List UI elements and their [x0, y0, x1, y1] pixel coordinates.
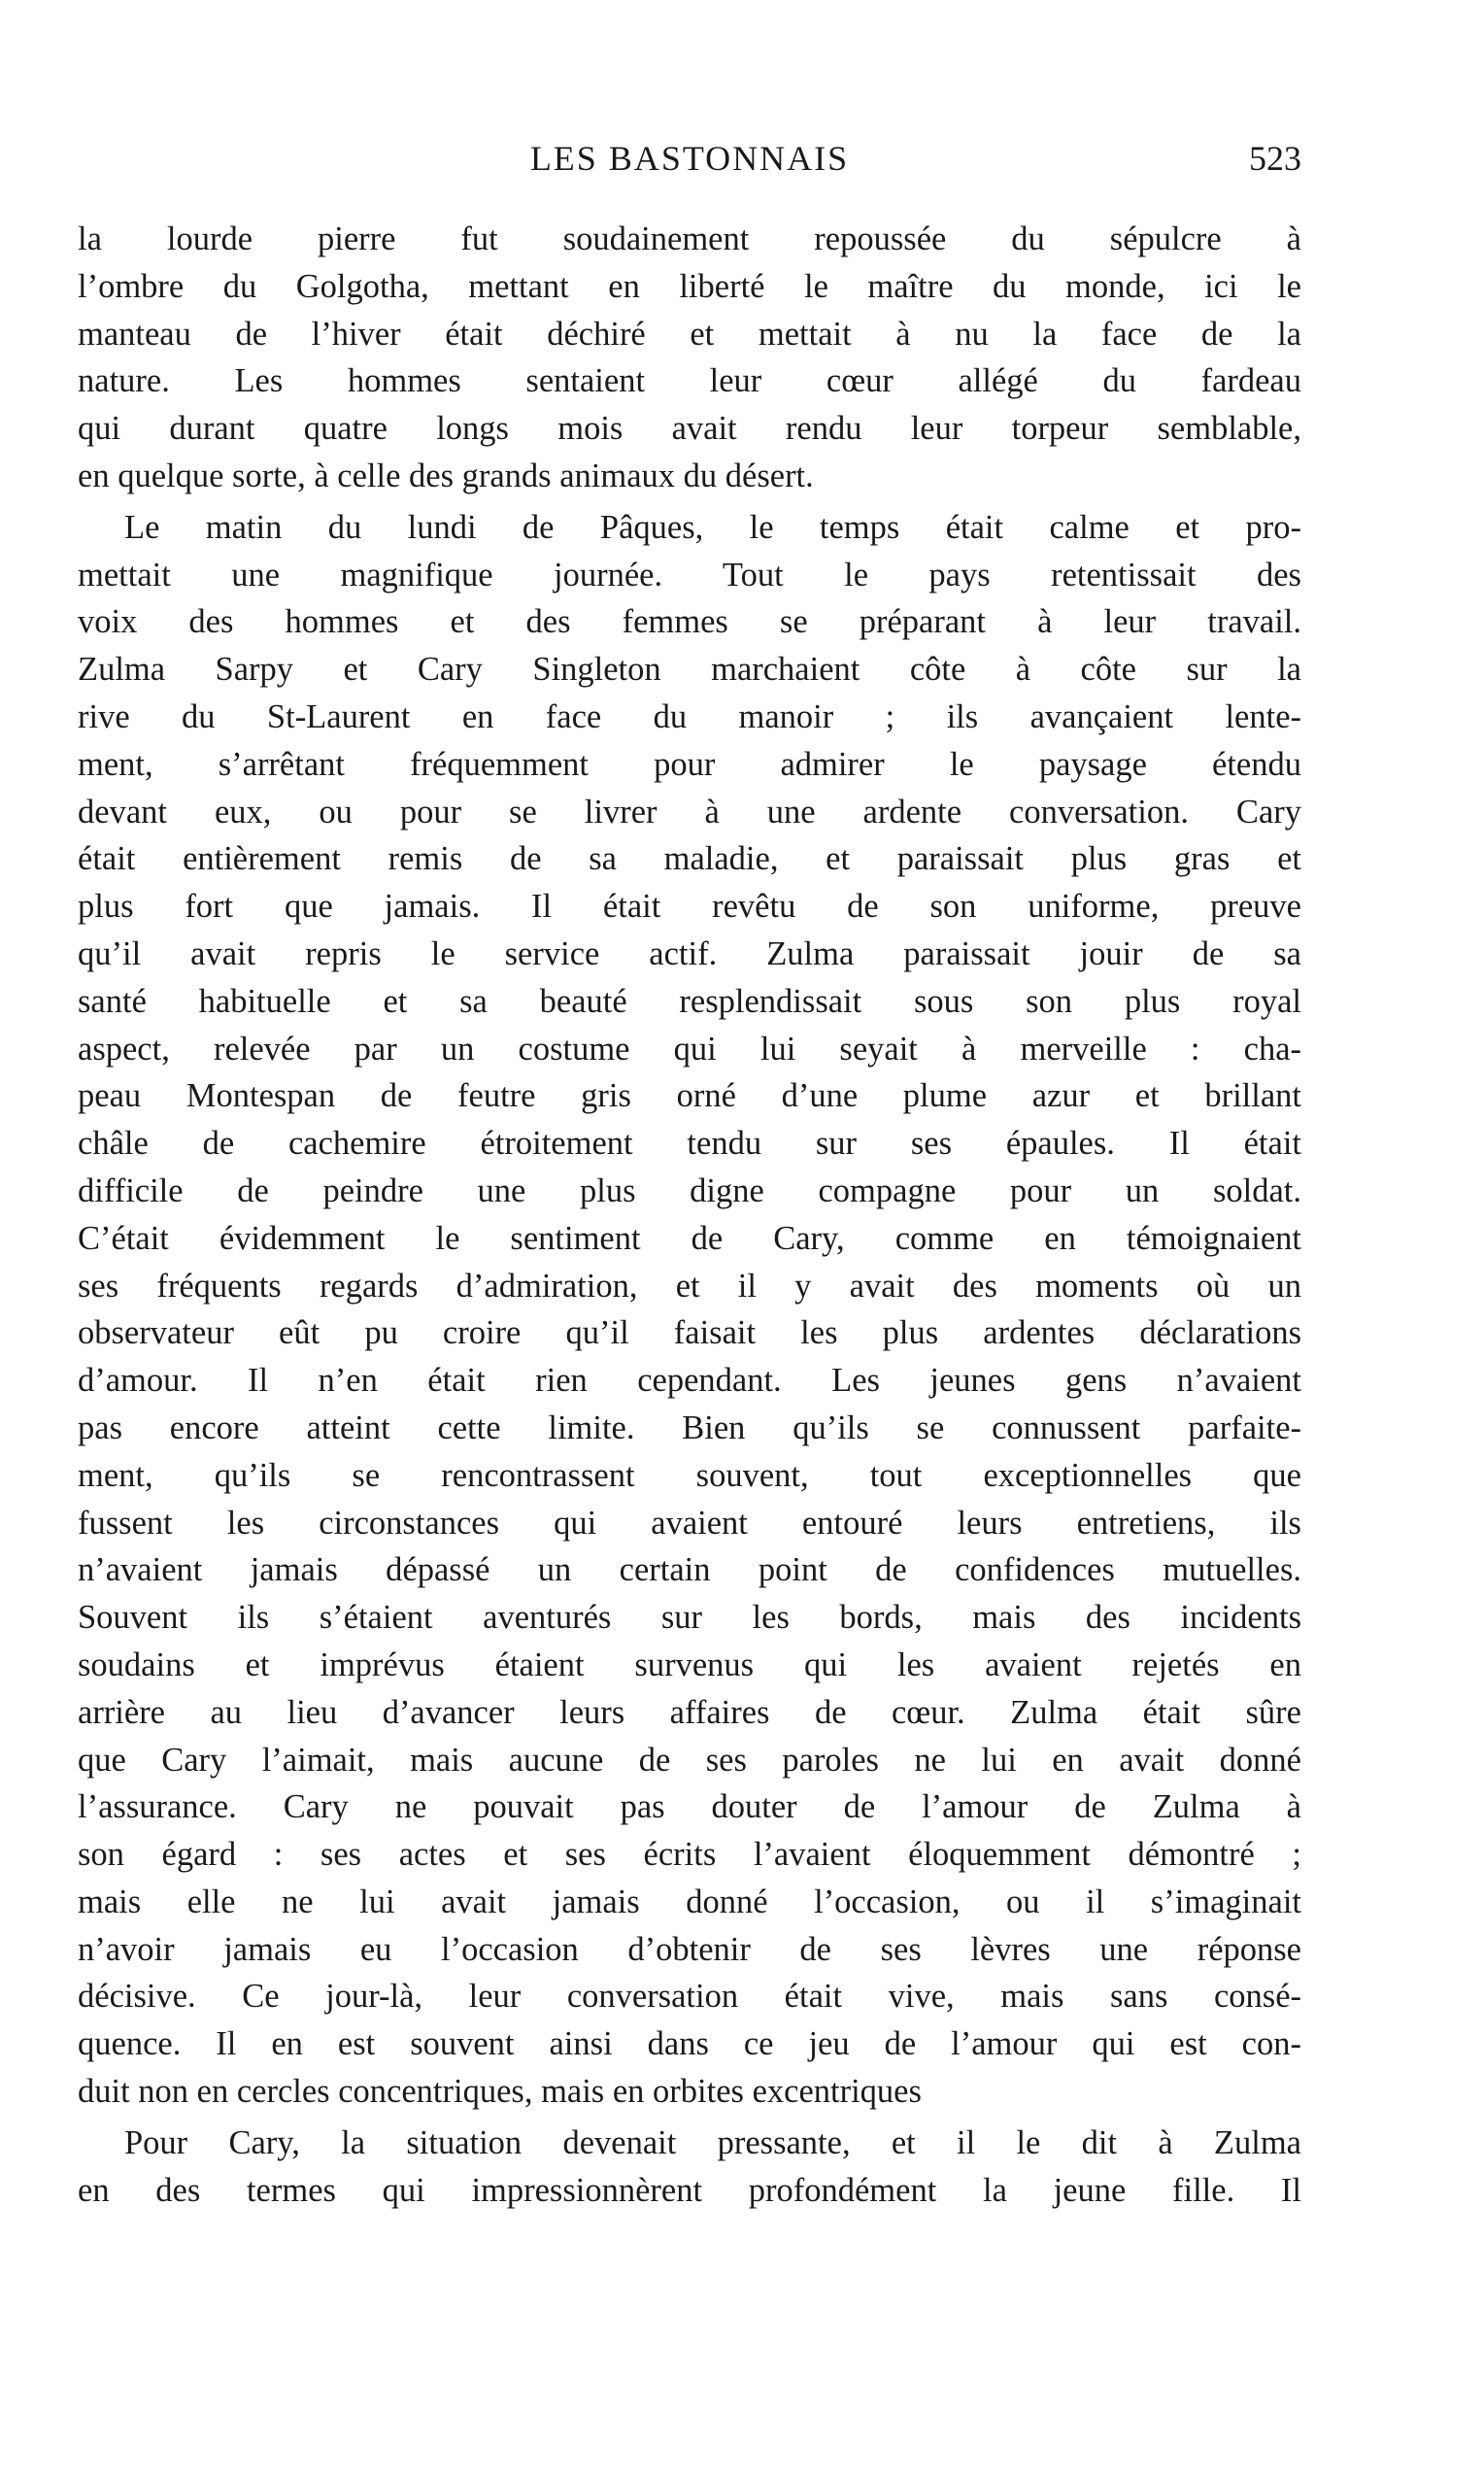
- text-line: peau Montespan de feutre gris orné d’une plume azur et brillant: [78, 1077, 1301, 1115]
- text-line: soudains et imprévus étaient survenus qui les avaient rejetés en: [78, 1646, 1301, 1683]
- text-line: que Cary l’aimait, mais aucune de ses paroles ne lui en avait donné: [78, 1741, 1301, 1779]
- text-line: d’amour. Il n’en était rien cependant. Les jeunes gens n’avaient: [78, 1362, 1301, 1400]
- text-line: rive du St-Laurent en face du manoir ; ils avançaient lente-: [78, 697, 1301, 735]
- text-line: santé habituelle et sa beauté resplendissait sous son plus royal: [78, 982, 1301, 1020]
- text-line: aspect, relevée par un costume qui lui seyait à merveille : cha-: [78, 1030, 1301, 1068]
- text-line: était entièrement remis de sa maladie, et paraissait plus gras et: [78, 840, 1301, 878]
- text-line: observateur eût pu croire qu’il faisait les plus ardentes déclarations: [78, 1314, 1301, 1352]
- text-line: décisive. Ce jour-là, leur conversation était vive, mais sans consé-: [78, 1978, 1301, 2016]
- text-line: mais elle ne lui avait jamais donné l’occasion, ou il s’imaginait: [78, 1883, 1301, 1920]
- text-line: en quelque sorte, à celle des grands animaux du désert.: [78, 457, 814, 494]
- text-line: l’ombre du Golgotha, mettant en liberté le maître du monde, ici le: [78, 267, 1301, 305]
- text-line: l’assurance. Cary ne pouvait pas douter de l’amour de Zulma à: [78, 1788, 1301, 1826]
- text-line: son égard : ses actes et ses écrits l’avaient éloquemment démontré ;: [78, 1836, 1301, 1874]
- text-line: n’avaient jamais dépassé un certain point de confidences mutuelles.: [78, 1551, 1301, 1589]
- text-line: qui durant quatre longs mois avait rendu leur torpeur semblable,: [78, 410, 1301, 448]
- text-line: difficile de peindre une plus digne compagne pour un soldat.: [78, 1171, 1301, 1209]
- text-line: n’avoir jamais eu l’occasion d’obtenir de ses lèvres une réponse: [78, 1930, 1301, 1968]
- text-line: Zulma Sarpy et Cary Singleton marchaient côte à côte sur la: [78, 651, 1301, 689]
- text-line: qu’il avait repris le service actif. Zulma paraissait jouir de sa: [78, 934, 1301, 972]
- text-line: C’était évidemment le sentiment de Cary, comme en témoignaient: [78, 1219, 1301, 1257]
- text-line: ses fréquents regards d’admiration, et il y avait des moments où un: [78, 1267, 1301, 1305]
- text-line: manteau de l’hiver était déchiré et mettait à nu la face de la: [78, 315, 1301, 353]
- text-line: fussent les circonstances qui avaient entouré leurs entretiens, ils: [78, 1504, 1301, 1542]
- text-line: arrière au lieu d’avancer leurs affaires de cœur. Zulma était sûre: [78, 1693, 1301, 1731]
- text-line: châle de cachemire étroitement tendu sur ses épaules. Il était: [78, 1125, 1301, 1163]
- text-line: nature. Les hommes sentaient leur cœur allégé du fardeau: [78, 362, 1301, 400]
- text-line: ment, qu’ils se rencontrassent souvent, tout exceptionnelles que: [78, 1456, 1301, 1494]
- text-line: Le matin du lundi de Pâques, le temps était calme et pro-: [124, 508, 1301, 546]
- text-line: duit non en cercles concentriques, mais en orbites excentriques: [78, 2073, 922, 2111]
- text-line: en des termes qui impressionnèrent profondément la jeune fille. Il: [78, 2171, 1301, 2209]
- text-line: quence. Il en est souvent ainsi dans ce jeu de l’amour qui est con-: [78, 2025, 1301, 2063]
- text-line: devant eux, ou pour se livrer à une ardente conversation. Cary: [78, 793, 1301, 831]
- text-line: Pour Cary, la situation devenait pressante, et il le dit à Zulma: [124, 2123, 1301, 2161]
- body-text: [78, 216, 1301, 2214]
- text-line: la lourde pierre fut soudainement repoussée du sépulcre à: [78, 221, 1301, 257]
- text-line: plus fort que jamais. Il était revêtu de son uniforme, preuve: [78, 888, 1301, 926]
- page-number: 523: [1249, 139, 1301, 178]
- running-header: [78, 134, 1301, 183]
- text-line: voix des hommes et des femmes se préparant à leur travail.: [78, 603, 1301, 641]
- running-title: LES BASTONNAIS: [529, 139, 850, 178]
- text-line: Souvent ils s’étaient aventurés sur les bords, mais des incidents: [78, 1599, 1301, 1637]
- text-line: ment, s’arrêtant fréquemment pour admirer le paysage étendu: [78, 745, 1301, 783]
- text-line: pas encore atteint cette limite. Bien qu’ils se connussent parfaite-: [78, 1408, 1301, 1446]
- text-line: mettait une magnifique journée. Tout le pays retentissait des: [78, 556, 1301, 594]
